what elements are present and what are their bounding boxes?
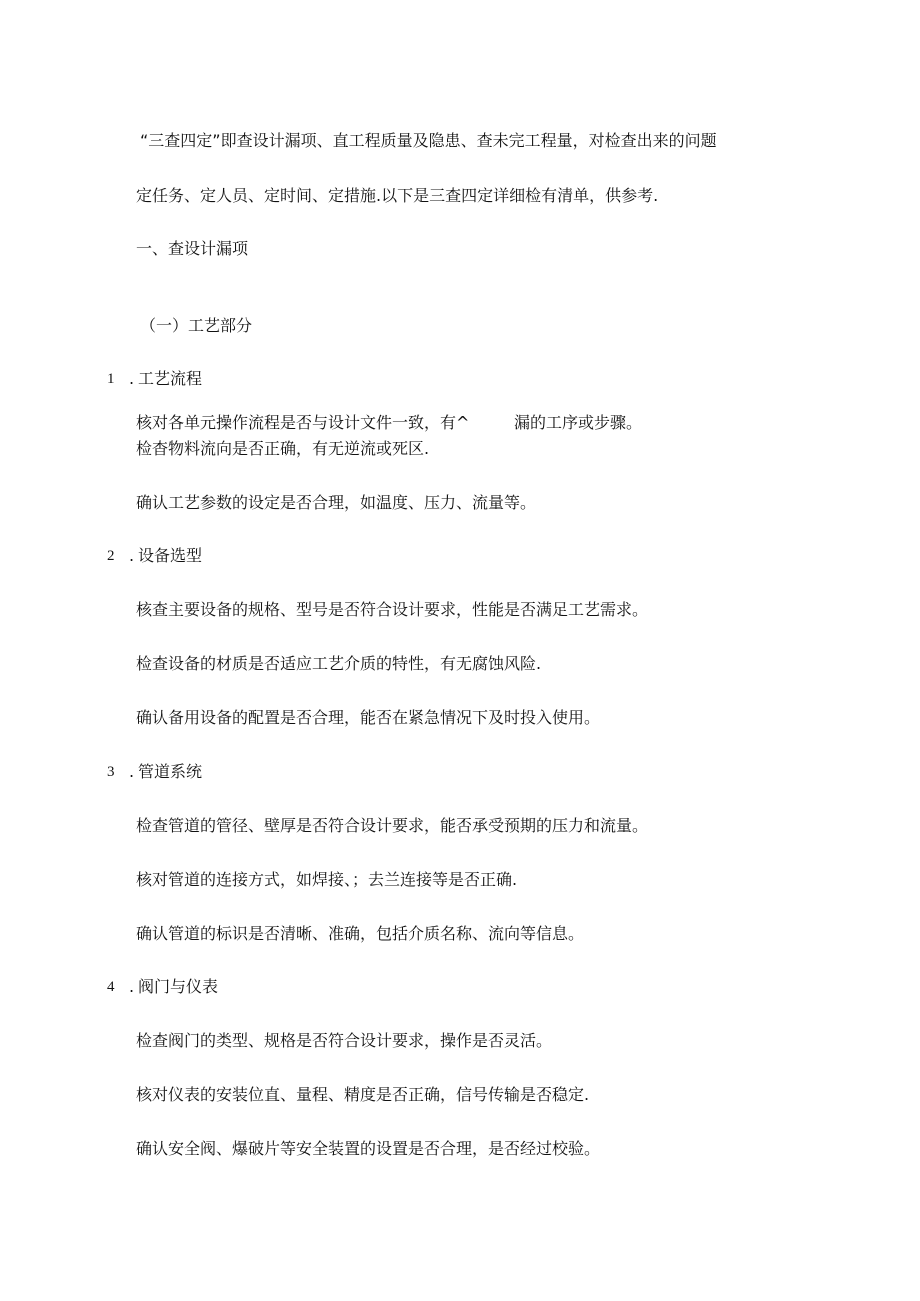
section-title: 一、查设计漏项 (136, 239, 249, 258)
item-title: 管道系统 (138, 762, 203, 781)
item-line: 检查管道的管径、壁厚是否符合设计要求，能否承受预期的压力和流量。 (136, 816, 649, 835)
item-line: 确认备用设备的配置是否合理，能否在紧急情况下及时投入使用。 (136, 708, 601, 727)
section-subtitle: （一）工艺部分 (140, 316, 253, 335)
item-line: 核对管道的连接方式，如焊接、；去兰连接等是否正确. (136, 870, 518, 889)
item-dot: . (129, 546, 135, 565)
item-number: 3 (107, 764, 115, 780)
item-dot: . (129, 369, 135, 388)
item-number: 2 (107, 548, 115, 564)
item-line: 检查阀门的类型、规格是否符合设计要求，操作是否灵活。 (136, 1031, 553, 1050)
item-title: 阀门与仪表 (138, 977, 219, 996)
item-number: 4 (107, 979, 115, 995)
item-line: 检查设备的材质是否适应工艺介质的特性，有无腐蚀风险. (136, 654, 542, 673)
item-line: 确认管道的标识是否清晰、准确，包括介质名称、流向等信息。 (136, 924, 585, 943)
item-line: 核查主要设备的规格、型号是否符合设计要求，性能是否满足工艺需求。 (136, 600, 649, 619)
intro-line-2: 定任务、定人员、定时间、定措施.以下是三查四定详细检有清单，供参考. (136, 186, 659, 205)
intro-line-1: “三查四定”即查设计漏项、直工程质量及隐患、查未完工程量，对检查出来的问题 (140, 131, 717, 150)
item-line: 确认工艺参数的设定是否合理，如温度、压力、流量等。 (136, 493, 537, 512)
item-line: 核对仪表的安装位直、量程、精度是否正确，信号传输是否稳定. (136, 1085, 590, 1104)
item-number: 1 (107, 371, 115, 387)
item-line: 核对各单元操作流程是否与设计文件一致，有^ (136, 413, 470, 432)
item-line-tail: 漏的工序或步骤。 (514, 413, 643, 432)
item-dot: . (129, 762, 135, 781)
item-dot: . (129, 977, 135, 996)
item-line: 检杳物料流向是否正确，有无逆流或死区. (136, 439, 430, 458)
item-title: 设备选型 (138, 546, 203, 565)
item-title: 工艺流程 (138, 369, 203, 388)
item-line: 确认安全阀、爆破片等安全装置的设置是否合理，是否经过校验。 (136, 1139, 601, 1158)
